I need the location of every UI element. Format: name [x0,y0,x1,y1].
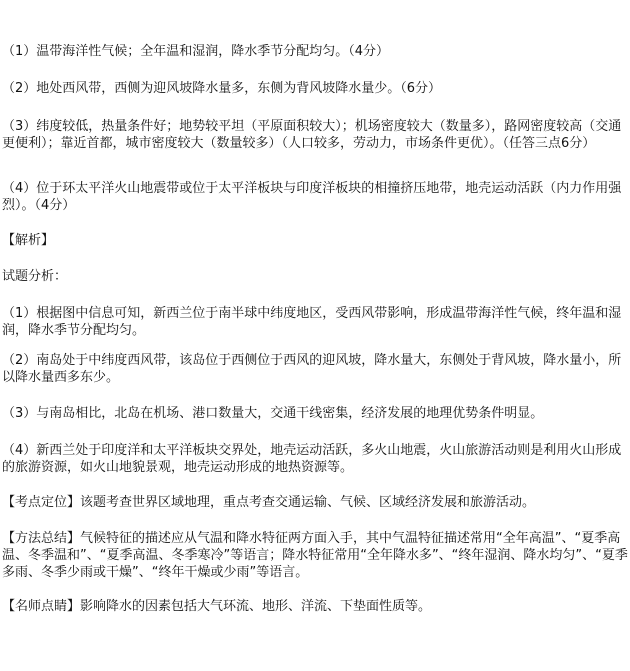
analysis-intro: 试题分析： [2,269,68,284]
answer-2: （2）地处西风带，西侧为迎风坡降水量多，东侧为背风坡降水量少。（6分） [2,81,442,96]
analysis-2: （2）南岛处于中纬度西风带，该岛位于西侧位于西风的迎风坡，降水量大，东侧处于背风坡，降水量小，所以降水量西多东少。 [2,353,622,385]
kaodian-note: 【考点定位】该题考查世界区域地理，重点考查交通运输、气候、区域经济发展和旅游活动。 [2,495,536,510]
analysis-heading: 【解析】 [2,233,55,248]
teacher-note: 【名师点睛】影响降水的因素包括大气环流、地形、洋流、下垫面性质等。 [2,599,432,614]
analysis-3: （3）与南岛相比，北岛在机场、港口数量大，交通干线密集，经济发展的地理优势条件明显。 [2,406,544,421]
analysis-1: （1）根据图中信息可知，新西兰位于南半球中纬度地区，受西风带影响，形成温带海洋性气候，终年温和湿润，降水季节分配均匀。 [2,306,622,338]
answer-3: （3）纬度较低，热量条件好；地势较平坦（平原面积较大）；机场密度较大（数量多），路网密度较高（交通更便利）；靠近首都，城市密度较大（数量较多）（人口较多，劳动力，市场条件更优）。（任答三点6分） [2,119,622,151]
method-note: 【方法总结】气候特征的描述应从气温和降水特征两方面入手，其中气温特征描述常用“全年高温”、“夏季高温、冬季温和”、“夏季高温、冬季寒冷”等语言；降水特征常用“全年降水多”、“终年湿润、降水均匀”、“夏季多雨、冬季少雨或干燥”、“终年干燥或少雨”等语言。 [2,531,628,580]
answer-1: （1）温带海洋性气候；全年温和湿润，降水季节分配均匀。（4分） [2,44,390,59]
answer-4: （4）位于环太平洋火山地震带或位于太平洋板块与印度洋板块的相撞挤压地带，地壳运动活跃（内力作用强烈）。（4分） [2,181,622,213]
analysis-4: （4）新西兰处于印度洋和太平洋板块交界处，地壳运动活跃，多火山地震，火山旅游活动则是利用火山形成的旅游资源，如火山地貌景观，地壳运动形成的地热资源等。 [2,443,622,475]
